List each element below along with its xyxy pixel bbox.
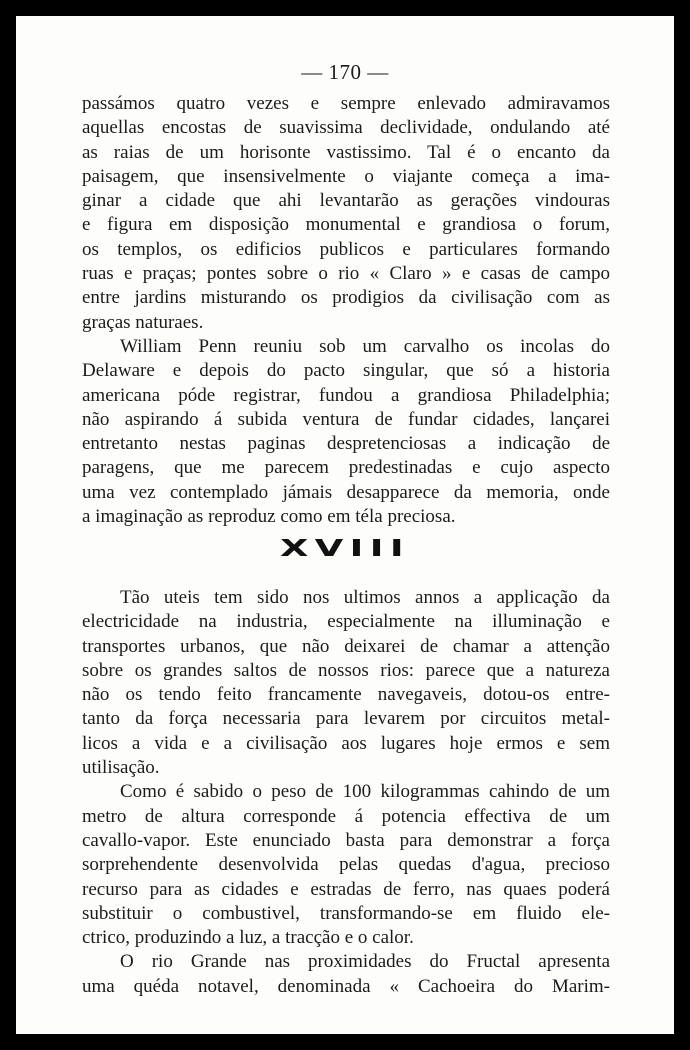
text-line: uma vez contemplado jámais desapparece da memoria, onde xyxy=(82,481,610,503)
paragraph xyxy=(82,780,610,950)
text-line: as raias de um horisonte vastissimo. Tal é o encanto da xyxy=(82,141,610,163)
text-line: cavallo-vapor. Este enunciado basta para demonstrar a força xyxy=(82,829,610,851)
text-line: americana póde registrar, fundou a grandiosa Philadelphia; xyxy=(82,384,610,406)
text-block-after-heading xyxy=(82,586,610,999)
text-line: metro de altura corresponde á potencia effectiva de um xyxy=(82,805,610,827)
text-line: e figura em disposição monumental e grandiosa o forum, xyxy=(82,214,610,236)
text-line: Como é sabido o peso de 100 kilogrammas cahindo de um xyxy=(120,781,610,803)
page-number: — 170 — xyxy=(301,60,389,84)
section-heading: XVIII xyxy=(280,536,410,562)
text-line: a imaginação as reproduz como em téla preciosa. xyxy=(82,506,456,528)
text-line: sorprehendente desenvolvida pelas quedas d'agua, precioso xyxy=(82,854,610,876)
text-line: recurso para as cidades e estradas de ferro, nas quaes poderá xyxy=(82,878,610,900)
text-line: William Penn reuniu sob um carvalho os incolas do xyxy=(120,335,610,357)
text-line: paragens, que me parecem predestinadas e cujo aspecto xyxy=(82,457,610,479)
text-line: entre jardins misturando os prodigios da civilisação com as xyxy=(82,287,610,309)
text-line: substituir o combustivel, transformando-se em fluido ele- xyxy=(82,902,610,924)
text-line: tanto da força necessaria para levarem por circuitos metal- xyxy=(82,708,610,730)
text-line: aquellas encostas de suavissima declividade, ondulando até xyxy=(82,117,610,139)
text-line: electricidade na industria, especialmente na illuminação e xyxy=(82,611,610,633)
book-page xyxy=(16,16,674,1034)
text-line: ctrico, produzindo a luz, a tracção e o calor. xyxy=(82,927,414,949)
text-line: não aspirando á subida ventura de fundar cidades, lançarei xyxy=(82,408,610,430)
text-line: utilisação. xyxy=(82,757,160,779)
paragraph xyxy=(82,950,610,999)
text-line: paisagem, que insensivelmente o viajante começa a ima- xyxy=(82,165,610,187)
text-line: entretanto nestas paginas despretenciosas a indicação de xyxy=(82,433,610,455)
paragraph xyxy=(82,92,610,335)
text-line: graças naturaes. xyxy=(82,311,204,333)
text-line: uma quéda notavel, denominada « Cachoeira do Marim- xyxy=(82,975,610,997)
text-line: ginar a cidade que ahi levantarão as gerações vindouras xyxy=(82,190,610,212)
text-line: O rio Grande nas proximidades do Fructal apresenta xyxy=(120,951,610,973)
text-line: Delaware e depois do pacto singular, que só a historia xyxy=(82,360,610,382)
text-line: passámos quatro vezes e sempre enlevado admiravamos xyxy=(82,93,610,114)
text-line: ruas e praças; pontes sobre o rio « Claro » e casas de campo xyxy=(82,263,610,285)
text-line: licos a vida e a civilisação aos lugares hoje ermos e sem xyxy=(82,732,610,754)
text-line: os templos, os edificios publicos e particulares formando xyxy=(82,238,610,260)
text-block-before-heading xyxy=(82,92,610,529)
paragraph xyxy=(82,586,610,780)
text-line: transportes urbanos, que não deixarei de chamar a attenção xyxy=(82,635,610,657)
paragraph xyxy=(82,335,610,529)
text-line: não os tendo feito francamente navegaveis, dotou-os entre- xyxy=(82,684,610,706)
text-line: sobre os grandes saltos de nossos rios: parece que a natureza xyxy=(82,659,610,681)
text-line: Tão uteis tem sido nos ultimos annos a applicação da xyxy=(120,587,610,608)
